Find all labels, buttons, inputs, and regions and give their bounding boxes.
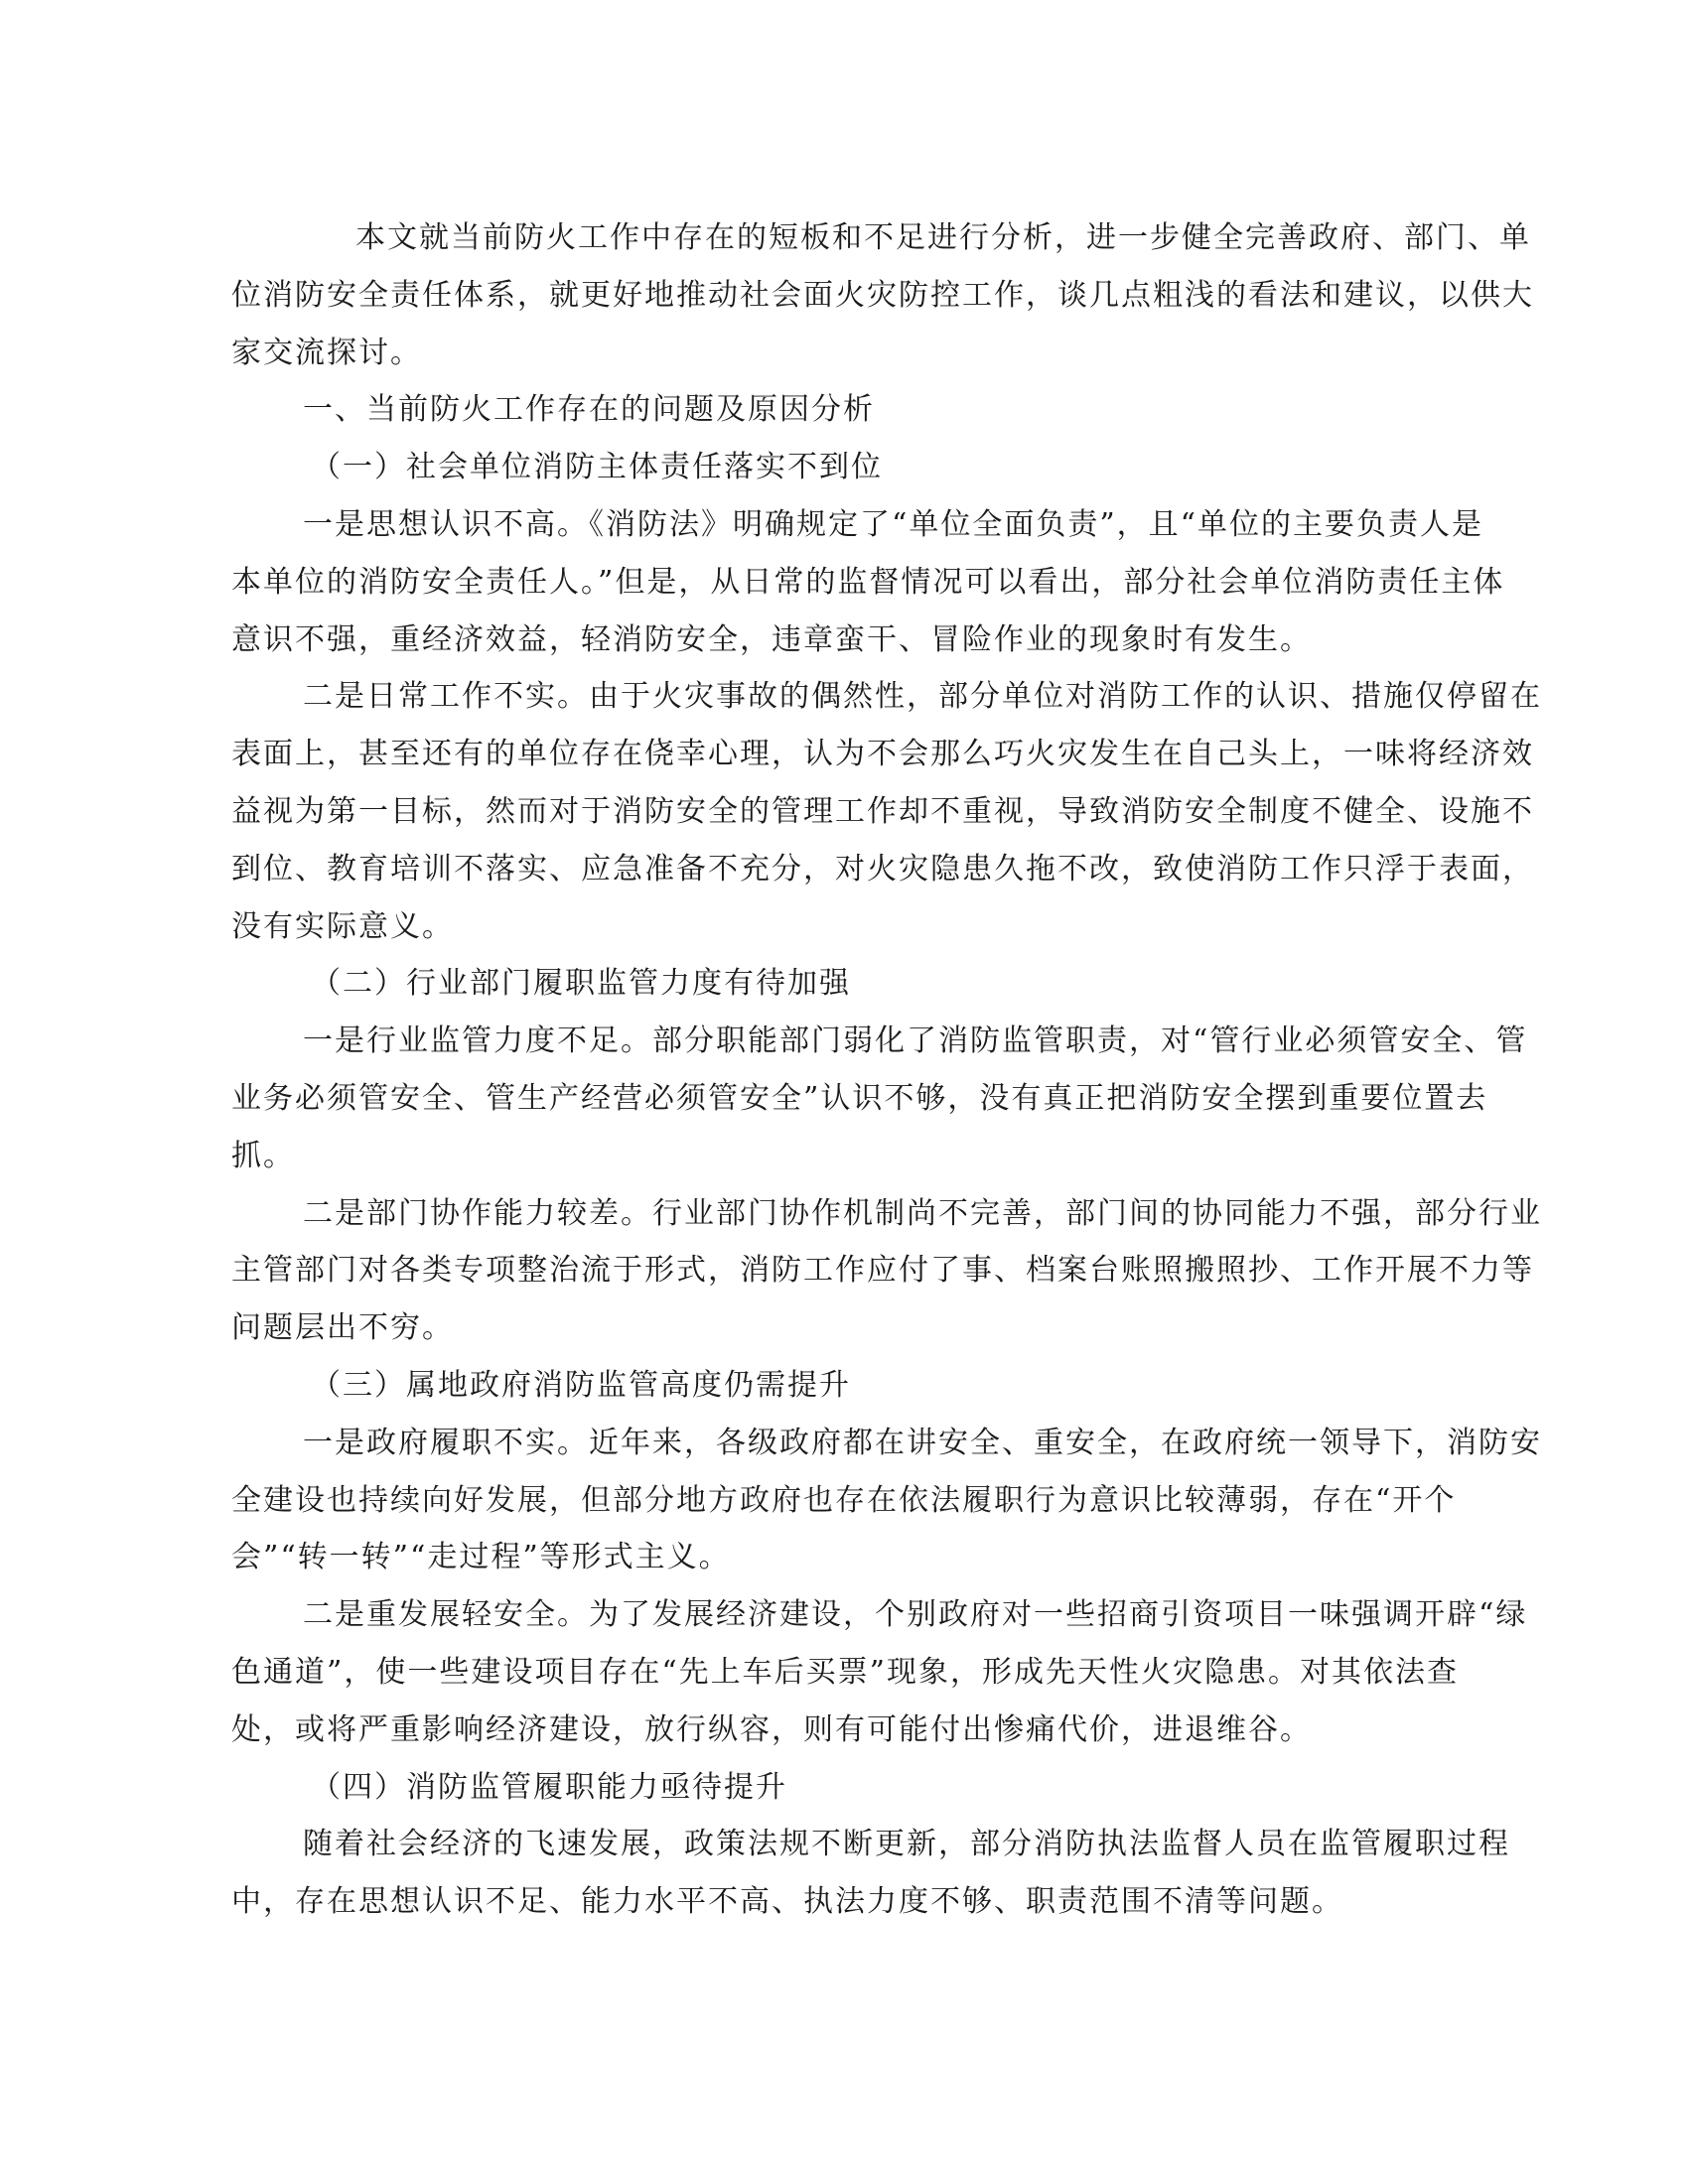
paragraph bbox=[231, 1816, 1510, 1931]
text-line: （三）属地政府消防监管高度仍需提升 bbox=[311, 1367, 851, 1403]
text-line: 色通道”，使一些建设项目存在“先上车后买票”现象，形成先天性火灾隐患。对其依法查 bbox=[231, 1654, 1460, 1690]
text-line: 二是日常工作不实。由于火灾事故的偶然性，部分单位对消防工作的认识、措施仅停留在 bbox=[303, 679, 1542, 715]
paragraph bbox=[231, 1013, 1528, 1184]
document-body bbox=[231, 209, 1542, 1931]
text-line: 本单位的消防安全责任人。”但是，从日常的监督情况可以看出，部分社会单位消防责任主体 bbox=[231, 564, 1505, 600]
text-line: 一是行业监管力度不足。部分职能部门弱化了消防监管职责，对“管行业必须管安全、管 bbox=[303, 1024, 1528, 1059]
subsection-heading bbox=[231, 1759, 1433, 1817]
text-line: 问题层出不穷。 bbox=[231, 1310, 454, 1346]
text-line: 一是思想认识不高。《消防法》明确规定了“单位全面负责”，且“单位的主要负责人是 bbox=[303, 506, 1484, 542]
text-line: 位消防安全责任体系，就更好地推动社会面火灾防控工作，谈几点粗浅的看法和建议，以供大 bbox=[231, 277, 1534, 313]
text-line: 一是政府履职不实。近年来，各级政府都在讲安全、重安全，在政府统一领导下，消防安 bbox=[303, 1425, 1542, 1460]
text-line: 随着社会经济的飞速发展，政策法规不断更新，部分消防执法监督人员在监管履职过程 bbox=[303, 1827, 1510, 1862]
paragraph bbox=[231, 668, 1542, 955]
intro-paragraph bbox=[231, 209, 1534, 381]
text-line: 益视为第一目标，然而对于消防安全的管理工作却不重视，导致消防安全制度不健全、设施不 bbox=[231, 793, 1534, 829]
text-line: 家交流探讨。 bbox=[231, 335, 422, 370]
text-line: 全建设也持续向好发展，但部分地方政府也存在依法履职行为意识比较薄弱，存在“开个 bbox=[231, 1482, 1457, 1518]
text-line: （四）消防监管履职能力亟待提升 bbox=[311, 1769, 787, 1805]
text-line: 会”“转一转”“走过程”等形式主义。 bbox=[231, 1540, 731, 1575]
paragraph bbox=[231, 496, 1505, 668]
text-line: 抓。 bbox=[231, 1138, 295, 1173]
text-line: 二是重发展轻安全。为了发展经济建设，个别政府对一些招商引资项目一味强调开辟“绿 bbox=[303, 1597, 1528, 1633]
paragraph bbox=[231, 1415, 1542, 1586]
text-line: 没有实际意义。 bbox=[231, 908, 454, 944]
text-line: 二是部门协作能力较差。行业部门协作机制尚不完善，部门间的协同能力不强，部分行业 bbox=[303, 1195, 1542, 1231]
section-heading bbox=[231, 381, 1433, 439]
subsection-heading bbox=[231, 955, 1433, 1013]
text-line: 主管部门对各类专项整治流于形式，消防工作应付了事、档案台账照搬照抄、工作开展不力等 bbox=[231, 1253, 1534, 1289]
text-line: （一）社会单位消防主体责任落实不到位 bbox=[311, 450, 883, 485]
text-line: 本文就当前防火工作中存在的短板和不足进行分析，进一步健全完善政府、部门、单 bbox=[355, 220, 1531, 255]
subsection-heading bbox=[231, 439, 1433, 496]
text-line: 到位、教育培训不落实、应急准备不充分，对火灾隐患久拖不改，致使消防工作只浮于表面， bbox=[231, 851, 1534, 887]
text-line: 一、当前防火工作存在的问题及原因分析 bbox=[303, 392, 875, 428]
text-line: 意识不强，重经济效益，轻消防安全，违章蛮干、冒险作业的现象时有发生。 bbox=[231, 621, 1312, 657]
subsection-heading bbox=[231, 1357, 1433, 1415]
text-line: 表面上，甚至还有的单位存在侥幸心理，认为不会那么巧火灾发生在自己头上，一味将经济效 bbox=[231, 737, 1534, 772]
paragraph bbox=[231, 1586, 1528, 1758]
paragraph bbox=[231, 1185, 1542, 1357]
text-line: 业务必须管安全、管生产经营必须管安全”认识不够，没有真正把消防安全摆到重要位置去 bbox=[231, 1080, 1488, 1116]
text-line: 处，或将严重影响经济建设，放行纵容，则有可能付出惨痛代价，进退维谷。 bbox=[231, 1711, 1312, 1747]
text-line: 中，存在思想认识不足、能力水平不高、执法力度不够、职责范围不清等问题。 bbox=[231, 1884, 1343, 1920]
text-line: （二）行业部门履职监管力度有待加强 bbox=[311, 966, 851, 1002]
